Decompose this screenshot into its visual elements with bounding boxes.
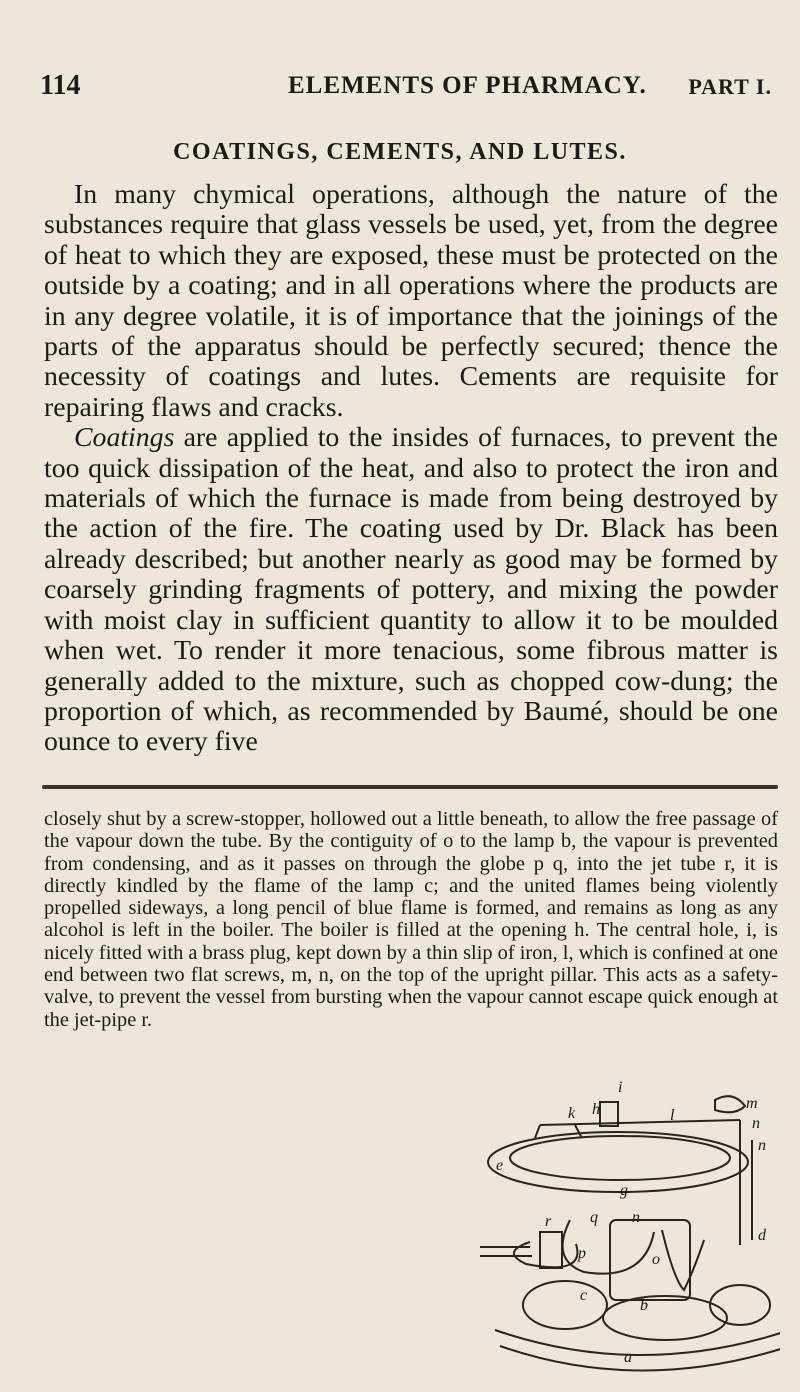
jet-cup bbox=[514, 1242, 578, 1267]
figure-label: b bbox=[640, 1297, 648, 1314]
main-text bbox=[44, 180, 778, 758]
figure-label: r bbox=[545, 1213, 552, 1230]
figure-label: n bbox=[632, 1209, 640, 1226]
figure-label: h bbox=[592, 1101, 600, 1118]
figure-label: l bbox=[670, 1107, 675, 1124]
figure-label: q bbox=[590, 1209, 598, 1226]
screw-top bbox=[715, 1096, 745, 1112]
base-rim bbox=[500, 1346, 780, 1371]
figure-label: i bbox=[618, 1079, 623, 1096]
italic-lead: Coatings bbox=[74, 422, 175, 454]
figure-label: m bbox=[746, 1095, 758, 1112]
central-column bbox=[610, 1220, 690, 1300]
figure-label: o bbox=[652, 1251, 660, 1268]
figure-label: k bbox=[568, 1105, 576, 1122]
lamp-right bbox=[710, 1285, 770, 1325]
base-plate bbox=[495, 1330, 780, 1355]
figure-label: p bbox=[578, 1245, 586, 1262]
boiler-body bbox=[510, 1136, 730, 1180]
part-label: PART I. bbox=[688, 74, 772, 99]
lamp-left bbox=[523, 1281, 607, 1329]
footnote-divider bbox=[42, 785, 778, 789]
lamp-apparatus-figure bbox=[480, 1075, 780, 1375]
section-title: COATINGS, CEMENTS, AND LUTES. bbox=[173, 139, 627, 165]
figure-label: g bbox=[620, 1182, 628, 1199]
paragraph-coatings bbox=[44, 423, 778, 757]
figure-label: n bbox=[758, 1137, 766, 1154]
flame bbox=[662, 1230, 704, 1290]
figure-label: d bbox=[758, 1227, 766, 1244]
footnote-text: closely shut by a screw-stopper, hollowed out a little beneath, to allow the free passage of the vapour down the tube. By the contiguity of o to the lamp b, the vapour is prevented from condensing, and as it passes on through the globe p q, into the jet tube r, it is directly kindled by the flame of the lamp c; and the united flames being violently propelled sideways, a long pencil of blue flame is formed, and remains as long as any alcohol is left in the boiler. The boiler is filled at the opening h. The central hole, i, is nicely fitted with a brass plug, kept down by a thin slip of iron, l, which is confined at one end between two flat screws, m, n, on the top of the upright pillar. This acts as a safety-valve, to prevent the vessel from bursting when the vapour cannot escape quick enough at the jet-pipe r. bbox=[44, 808, 778, 1031]
jet-tube bbox=[480, 1247, 532, 1256]
jet-collar bbox=[540, 1232, 562, 1268]
running-title: ELEMENTS OF PHARMACY. bbox=[288, 72, 647, 99]
figure-label: a bbox=[624, 1349, 632, 1366]
paragraph-intro: In many chymical operations, although the nature of the substances require that glass vessels be used, yet, from the degree of heat to which they are exposed, these must be protected on the outside by a coating; and in all operations where the products are in any degree volatile, it is of importance that the joinings of the parts of the apparatus should be perfectly secured; thence the necessity of coatings and lutes. Cements are requisite for repairing flaws and cracks. bbox=[44, 179, 778, 423]
boiler-outer bbox=[488, 1132, 748, 1192]
paragraph-coatings-text: are applied to the insides of furnaces, to prevent the too quick dissipation of the heat, and also to protect the iron and materials of which the furnace is made from being destroyed by the action of the fire. The coating used by Dr. Black has been already described; but another nearly as good may be formed by coarsely grinding fragments of pottery, and mixing the powder with moist clay in sufficient quantity to allow it to be moulded when wet. To render it more tenacious, some fibrous matter is generally added to the mixture, such as chopped cow-dung; the proportion of which, as recommended by Baumé, should be one ounce to every five bbox=[44, 422, 778, 758]
figure-label: n bbox=[752, 1115, 760, 1132]
figure-label: e bbox=[496, 1157, 504, 1174]
page-number: 114 bbox=[40, 70, 81, 101]
figure-label: c bbox=[580, 1287, 588, 1304]
lamp-center bbox=[603, 1296, 727, 1340]
running-header bbox=[40, 70, 772, 110]
